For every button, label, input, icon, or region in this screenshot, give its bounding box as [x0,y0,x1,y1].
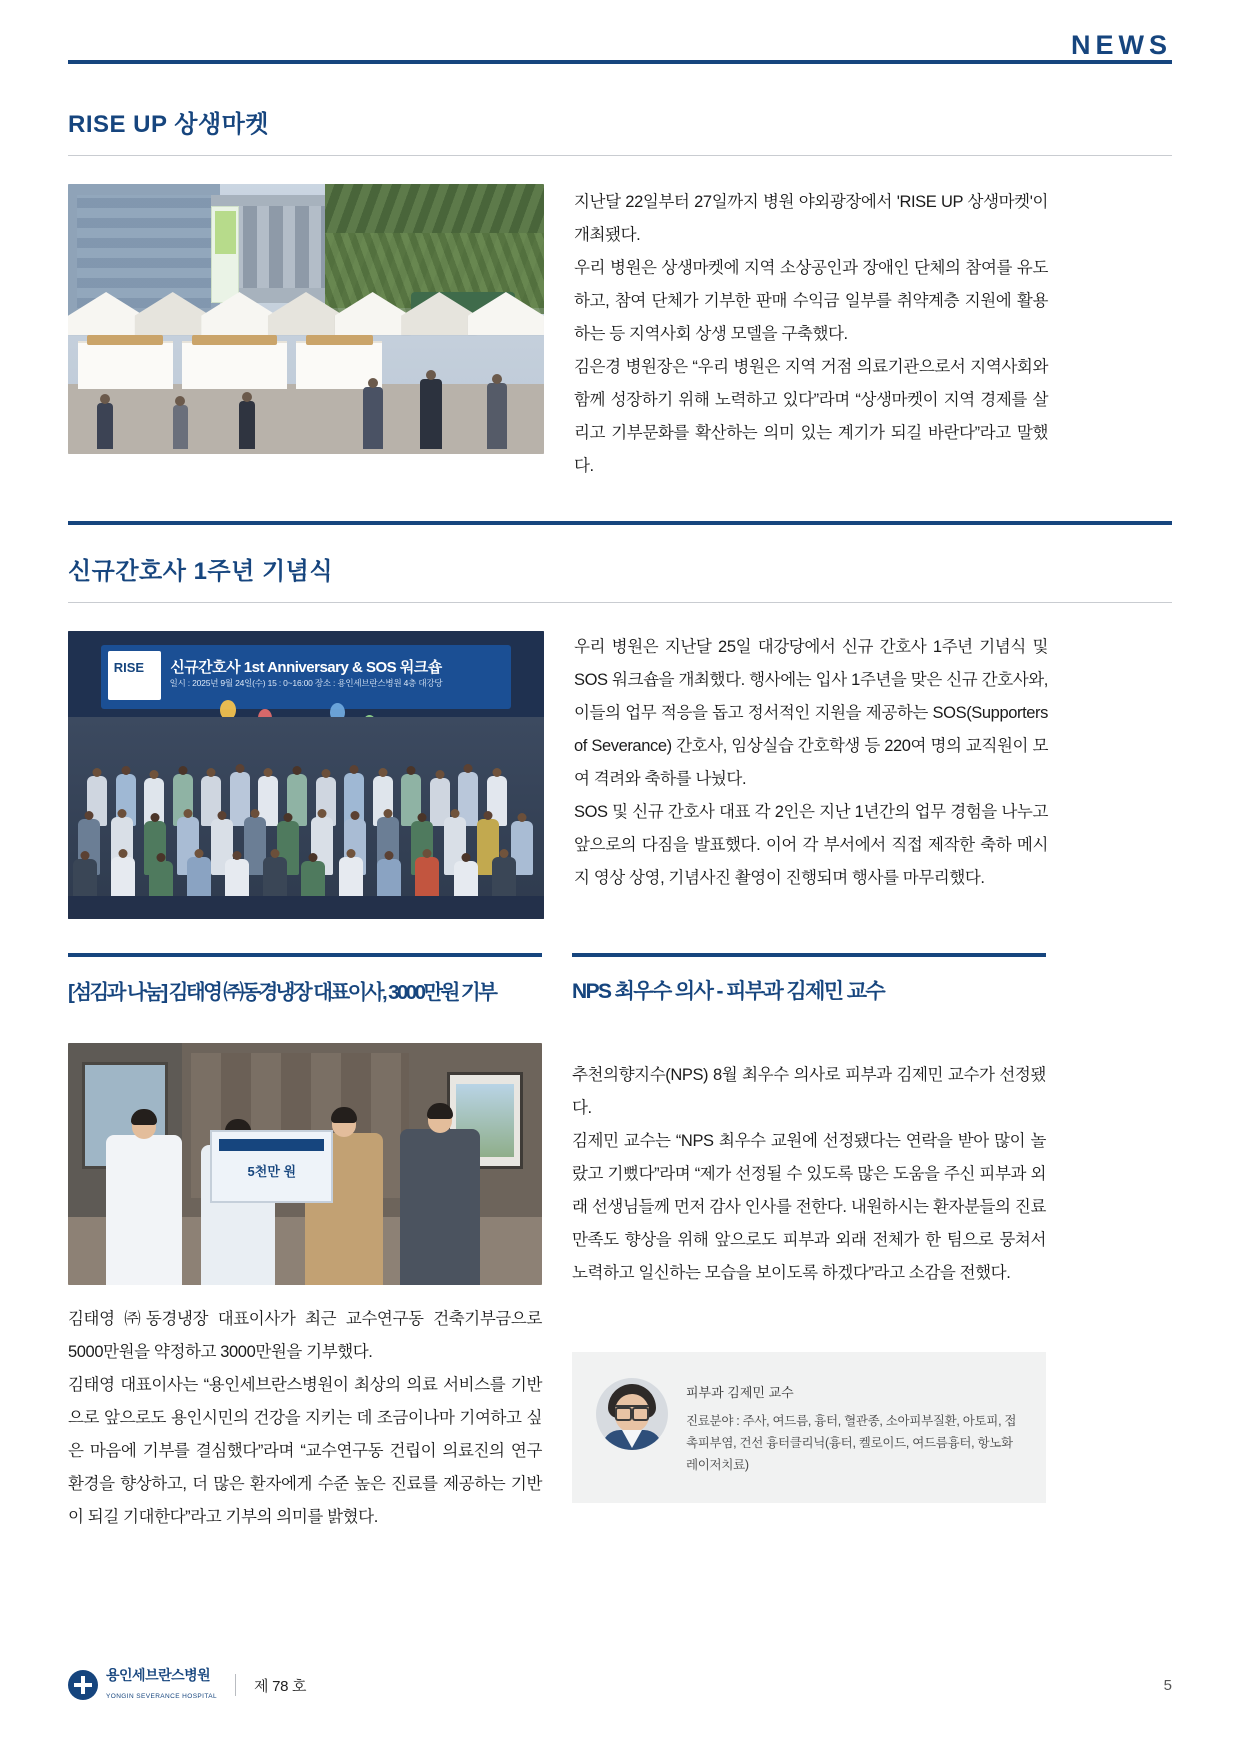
section-band-1 [68,521,1172,525]
column-right-paragraph: 추천의향지수(NPS) 8월 최우수 의사로 피부과 김제민 교수가 선정됐다. [572,1066,1046,1117]
article-2-divider [68,602,1172,603]
profile-description: 진료분야 : 주사, 여드름, 흉터, 혈관종, 소아피부질환, 아토피, 접촉피부염, 건선 흉터클리닉(흉터, 켈로이드, 여드름흉터, 항노화 레이저치료) [686,1414,1017,1472]
column-left-body [68,1303,542,1534]
article-1-paragraph: 우리 병원은 상생마켓에 지역 소상공인과 장애인 단체의 참여를 유도하고, 참여 단체가 기부한 판매 수익금 일부를 취약계층 지원에 활용하는 등 지역사회 상생 모델을 구축했다. [574,259,1048,343]
masthead [68,0,1172,78]
hospital-logo-text [106,1667,217,1702]
issue-number: 제 78 호 [254,1677,307,1695]
column-right-body [572,1059,1046,1290]
avatar [596,1378,668,1450]
new-nurse-anniversary-photo [68,631,544,919]
rise-up-market-photo [68,184,544,454]
article-1 [68,184,1172,483]
masthead-rule [68,60,1172,64]
article-2-title: 신규간호사 1주년 기념식 [68,558,334,585]
profile-card [572,1352,1046,1503]
article-2-paragraph: SOS 및 신규 간호사 대표 각 2인은 지난 1년간의 업무 경험을 나누고 앞으로의 다짐을 발표했다. 이어 각 부서에서 직접 제작한 축하 메시지 영상 상영, 기념사진 촬영이 진행되며 행사를 마무리했다. [574,803,1048,887]
article-2 [68,631,1172,919]
photo-banner-title: 신규간호사 1st Anniversary & SOS 워크숍 [170,658,442,676]
column-donation [68,953,542,1534]
column-left-paragraph: 김태영 대표이사는 “용인세브란스병원이 최상의 의료 서비스를 기반으로 앞으로도 용인시민의 건강을 지키는 데 조금이나마 기여하고 싶은 마음에 기부를 결심했다”라며 “교수연구동 건립이 의료진의 연구 환경을 향상하고, 더 많은 환자에게 수준 높은 진료를 제공하는 기반이 되길 기대한다”라고 기부의 의미를 밝혔다. [68,1376,542,1526]
plaque-amount: 5천만 원 [247,1163,297,1179]
photo-banner-logo: RISE [113,659,145,675]
profile-name: 피부과 김제민 교수 [686,1385,794,1400]
article-2-paragraph: 우리 병원은 지난달 25일 대강당에서 신규 간호사 1주년 기념식 및 SOS 워크숍을 개최했다. 행사에는 입사 1주년을 맞은 신규 간호사와, 이들의 업무 적응을 돕고 정서적인 지원을 제공하는 SOS(Supporters of Severance) 간호사, 임상실습 간호학생 등 220여 명의 교직원이 모여 격려와 축하를 나눴다. [574,638,1048,788]
column-right-title: NPS 최우수 의사 - 피부과 김제민 교수 [572,980,885,1003]
article-2-head [68,551,1172,603]
article-1-divider [68,155,1172,156]
donation-ceremony-photo [68,1043,542,1285]
hospital-name-en: YONGIN SEVERANCE HOSPITAL [106,1693,218,1700]
column-nps [572,953,1046,1534]
article-1-paragraph: 김은경 병원장은 “우리 병원은 지역 거점 의료기관으로서 지역사회와 함께 성장하기 위해 노력하고 있다”라며 “상생마켓이 지역 경제를 살리고 기부문화를 확산하는 의미 있는 계기가 되길 바란다”라고 말했다. [574,358,1048,475]
photo-banner-subtitle: 일시 : 2025년 9월 24일(수) 15 : 0~16:00 장소 : 용인세브란스병원 4층 대강당 [169,678,443,689]
article-1-paragraph: 지난달 22일부터 27일까지 병원 야외광장에서 'RISE UP 상생마켓'이 개최됐다. [574,193,1048,244]
masthead-title: NEWS [1071,30,1172,60]
bottom-columns [68,953,1172,1534]
column-left-title: [섬김과 나눔] 김태영 ㈜동경냉장 대표이사, 3000만원 기부 [68,981,496,1004]
page-number: 5 [1163,1676,1172,1694]
footer-divider [235,1674,236,1696]
hospital-logo-icon [68,1670,98,1700]
page-footer [68,1668,1172,1702]
article-1-head [68,104,1172,156]
hospital-name-ko: 용인세브란스병원 [106,1667,211,1684]
column-right-paragraph: 김제민 교수는 “NPS 최우수 교원에 선정됐다는 연락을 받아 많이 놀랐고 기뻤다”라며 “제가 선정될 수 있도록 많은 도움을 주신 피부과 외래 선생님들께 먼저 감사 인사를 전한다. 내원하시는 환자분들의 진료 만족도 향상을 위해 앞으로도 피부과 외래 전체가 한 팀으로 뭉쳐서 노력하고 일신하는 모습을 보이도록 하겠다”라고 소감을 전했다. [572,1132,1046,1282]
profile-info [686,1378,1022,1477]
article-1-body [574,184,1048,483]
article-1-title: RISE UP 상생마켓 [68,111,269,138]
article-2-body [574,631,1048,919]
column-left-paragraph: 김태영 ㈜동경냉장 대표이사가 최근 교수연구동 건축기부금으로 5000만원을 약정하고 3000만원을 기부했다. [68,1310,542,1361]
